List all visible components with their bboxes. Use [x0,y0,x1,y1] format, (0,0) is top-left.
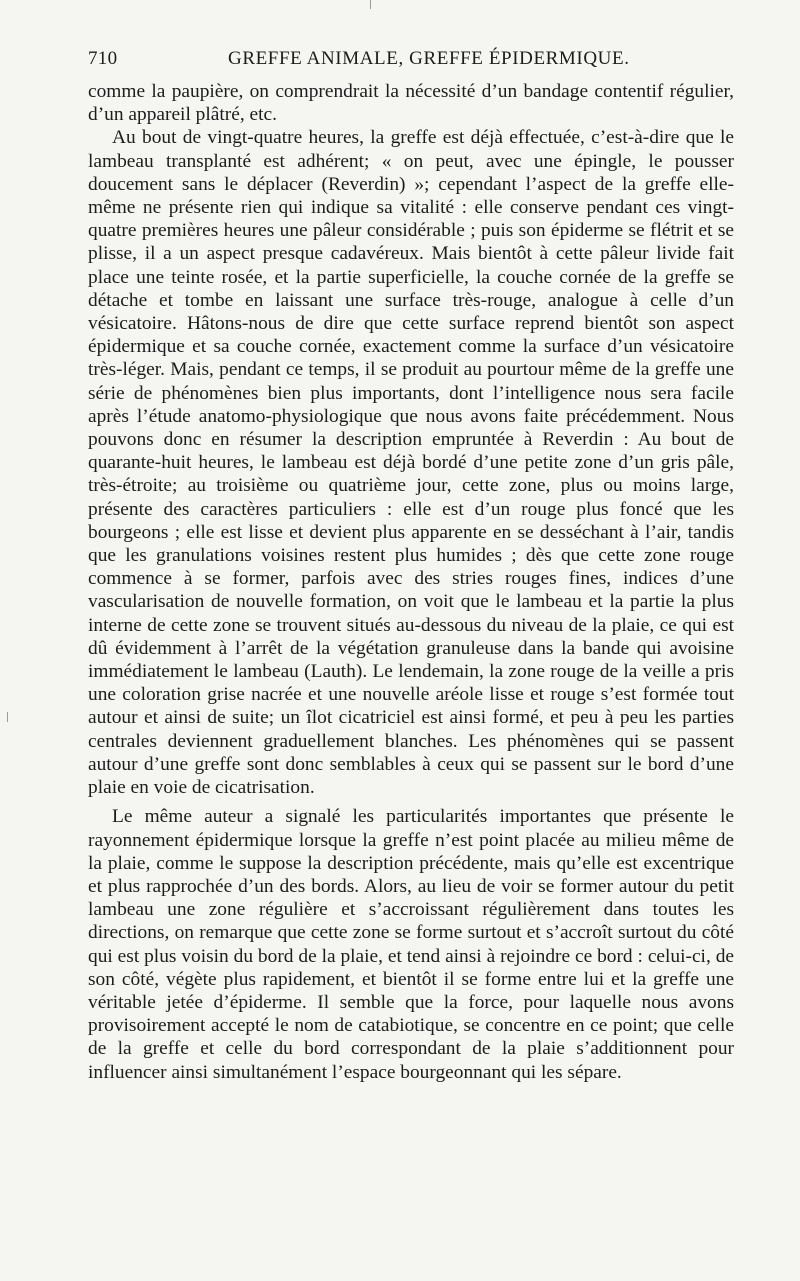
page-number: 710 [88,48,118,69]
paragraph-rayonnement: Le même auteur a signalé les particularités importantes que présente le rayonnement épidermique lorsque la greffe n’est point placée au milieu même de la plaie, comme le suppose la description précédente, mais qu’elle est excentrique et plus rapprochée d’un des bords. Alors, au lieu de voir se former autour du petit lambeau une zone régulière et s’accroissant régulièrement dans toutes les directions, on remarque que cette zone se forme surtout et s’accroît surtout du côté qui est plus voisin du bord de la plaie, et tend ainsi à rejoindre ce bord : celui-ci, de son côté, végète plus rapidement, et bientôt il se forme entre lui et la greffe une véritable jetée d’épiderme. Il semble que la force, pour laquelle nous avons provisoirement accepté le nom de catabiotique, se concentre en ce point; que celle de la greffe et celle du bord correspondant de la plaie s’additionnent pour influencer ainsi simultanément l’espace bourgeonnant qui les sépare. [88,806,734,1083]
page-header [88,44,734,76]
scan-mark-top [370,0,371,9]
running-title: GREFFE ANIMALE, GREFFE ÉPIDERMIQUE. [228,48,630,69]
body-text [88,80,734,1084]
paragraph-greffe-adherence: Au bout de vingt-quatre heures, la greffe est déjà effectuée, c’est-à-dire que le lambeau transplanté est adhérent; « on peut, avec une épingle, le pousser doucement sans le déplacer (Reverdin) »; cependant l’aspect de la greffe elle-même ne présente rien qui indique sa vitalité : elle conserve pendant ces vingt-quatre premières heures une pâleur considérable ; puis son épiderme se flétrit et se plisse, il a un aspect presque cadavéreux. Mais bientôt à cette pâleur livide fait place une teinte rosée, et la partie superficielle, la couche cornée de la greffe se détache et tombe en laissant une surface très-rouge, analogue à celle d’un vésicatoire. Hâtons-nous de dire que cette surface reprend bientôt son aspect épidermique et sa couche cornée, exactement comme la surface d’un vésicatoire très-léger. Mais, pendant ce temps, il se produit au pourtour même de la greffe une série de phénomènes bien plus importants, dont l’intelligence nous sera facile après l’étude anatomo-physiologique que nous avons faite précédemment. Nous pouvons donc en résumer la description empruntée à Reverdin : Au bout de quarante-huit heures, le lambeau est déjà bordé d’une petite zone d’un gris pâle, très-étroite; au troisième ou quatrième jour, cette zone, plus ou moins large, présente des caractères particuliers : elle est d’un rouge plus foncé que les bourgeons ; elle est lisse et devient plus apparente en se desséchant à l’air, tandis que les granulations voisines restent plus humides ; dès que cette zone rouge commence à se former, parfois avec des stries rouges fines, indices d’une vascularisation de nouvelle formation, on voit que le lambeau et la partie la plus interne de cette zone se trouvent situés au-dessous du niveau de la plaie, ce qui est dû évidemment à l’arrêt de la végétation granuleuse dans la bande qui avoisine immédiatement le lambeau (Lauth). Le lendemain, la zone rouge de la veille a pris une coloration grise nacrée et une nouvelle aréole lisse et rouge s’est formée tout autour et ainsi de suite; un îlot cicatriciel est ainsi formé, et peu à peu les parties centrales deviennent graduellement blanches. Les phénomènes qui se passent autour d’une greffe sont donc semblables à ceux qui se passent sur le bord d’une plaie en voie de cicatrisation. [88,127,734,799]
paragraph-continuation: comme la paupière, on comprendrait la nécessité d’un bandage contentif régulier, d’un appareil plâtré, etc. [88,81,734,126]
scan-mark-left [7,712,8,722]
